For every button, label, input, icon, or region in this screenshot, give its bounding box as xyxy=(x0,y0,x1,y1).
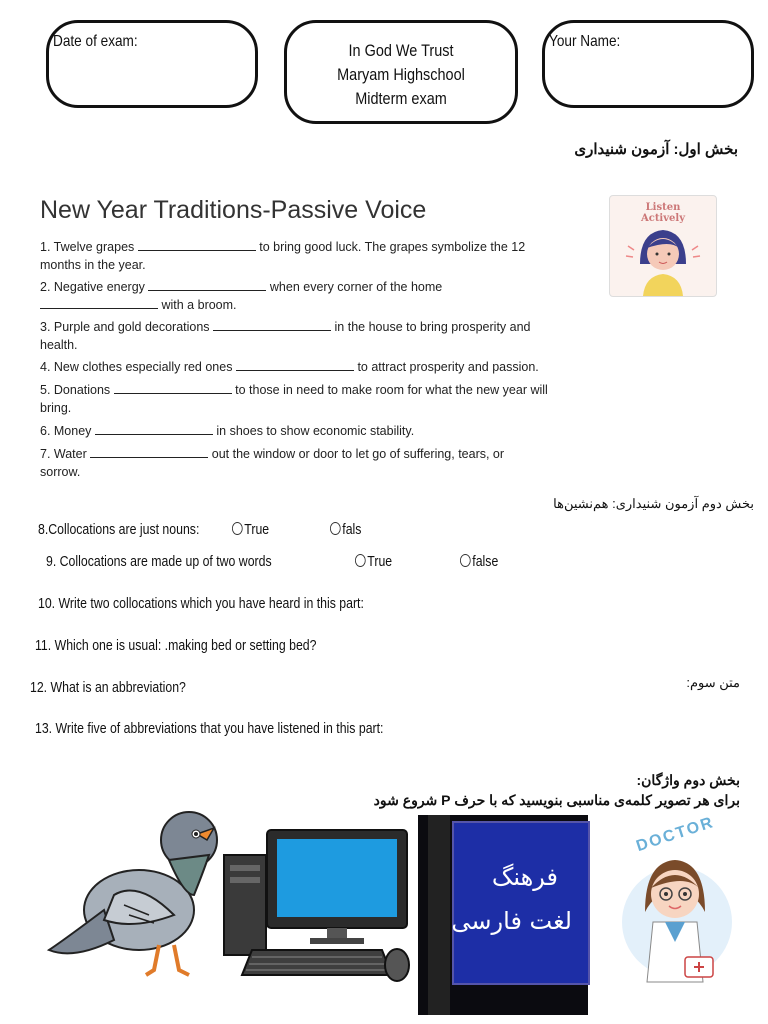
radio-icon[interactable] xyxy=(460,554,471,567)
ws-item-6: 6. Money in shoes to show economic stability. xyxy=(40,424,415,438)
question-12: 12. What is an abbreviation? xyxy=(30,679,186,696)
question-8: 8.Collocations are just nouns: xyxy=(38,521,200,538)
q9-option-true[interactable]: True xyxy=(355,553,392,570)
q8-option-false[interactable]: fals xyxy=(330,521,361,538)
worksheet-title: New Year Traditions-Passive Voice xyxy=(40,196,427,224)
section3-title: متن سوم: xyxy=(686,675,740,690)
vocab-title: بخش دوم واژگان: xyxy=(636,772,740,788)
section1-title: بخش اول: آزمون شنیداری xyxy=(574,141,738,158)
ws-item-4: 4. New clothes especially red ones to attract prosperity and passion. xyxy=(40,360,539,374)
persian-dictionary-image xyxy=(418,815,588,1015)
name-label: Your Name: xyxy=(549,33,621,50)
doctor-label: DOCTOR xyxy=(634,813,717,856)
ws-item-2: 2. Negative energy when every corner of the home with a broom. xyxy=(40,280,443,312)
question-11: 11. Which one is usual: .making bed or setting bed? xyxy=(35,637,317,654)
ws-item-5: 5. Donations to those in need to make room for what the new year will bring. xyxy=(40,383,548,415)
radio-icon[interactable] xyxy=(355,554,366,567)
pigeon-icon xyxy=(44,800,224,980)
girl-face-icon xyxy=(610,196,716,296)
date-box xyxy=(46,20,258,108)
book-title-line-2: لغت فارسی xyxy=(451,907,572,935)
doctor-icon xyxy=(605,822,745,992)
radio-icon[interactable] xyxy=(232,522,243,535)
section2-title: بخش دوم آزمون شنیداری: هم‌نشین‌ها xyxy=(553,496,754,511)
badge-line-1: Listen xyxy=(645,202,681,213)
date-label: Date of exam: xyxy=(53,33,138,50)
question-13: 13. Write five of abbreviations that you have listened in this part: xyxy=(35,720,384,737)
title-box xyxy=(284,20,518,124)
radio-icon[interactable] xyxy=(330,522,341,535)
doctor-image xyxy=(605,813,745,992)
worksheet-items xyxy=(40,238,600,481)
q8-option-true[interactable]: True xyxy=(232,521,269,538)
ws-item-3: 3. Purple and gold decorations in the house to bring prosperity and health. xyxy=(40,320,531,352)
title-line-3: Midterm exam xyxy=(355,89,447,108)
q9-option-false[interactable]: false xyxy=(460,553,498,570)
title-line-2: Maryam Highschool xyxy=(337,65,465,84)
badge-line-2: Actively xyxy=(640,213,686,224)
title-line-1: In God We Trust xyxy=(348,41,454,60)
vocab-instruction: برای هر تصویر کلمه‌ی مناسبی بنویسید که با حرف P شروع شود xyxy=(373,792,740,808)
listen-actively-badge xyxy=(609,195,717,297)
question-9: 9. Collocations are made up of two words xyxy=(46,553,272,570)
ws-item-1: 1. Twelve grapes to bring good luck. The grapes symbolize the 12 months in the year. xyxy=(40,240,526,272)
question-10: 10. Write two collocations which you have heard in this part: xyxy=(38,595,364,612)
book-title-line-1: فرهنگ xyxy=(491,863,558,891)
name-box xyxy=(542,20,754,108)
computer-icon xyxy=(222,825,417,985)
ws-item-7: 7. Water out the window or door to let go of suffering, tears, or sorrow. xyxy=(40,447,505,479)
